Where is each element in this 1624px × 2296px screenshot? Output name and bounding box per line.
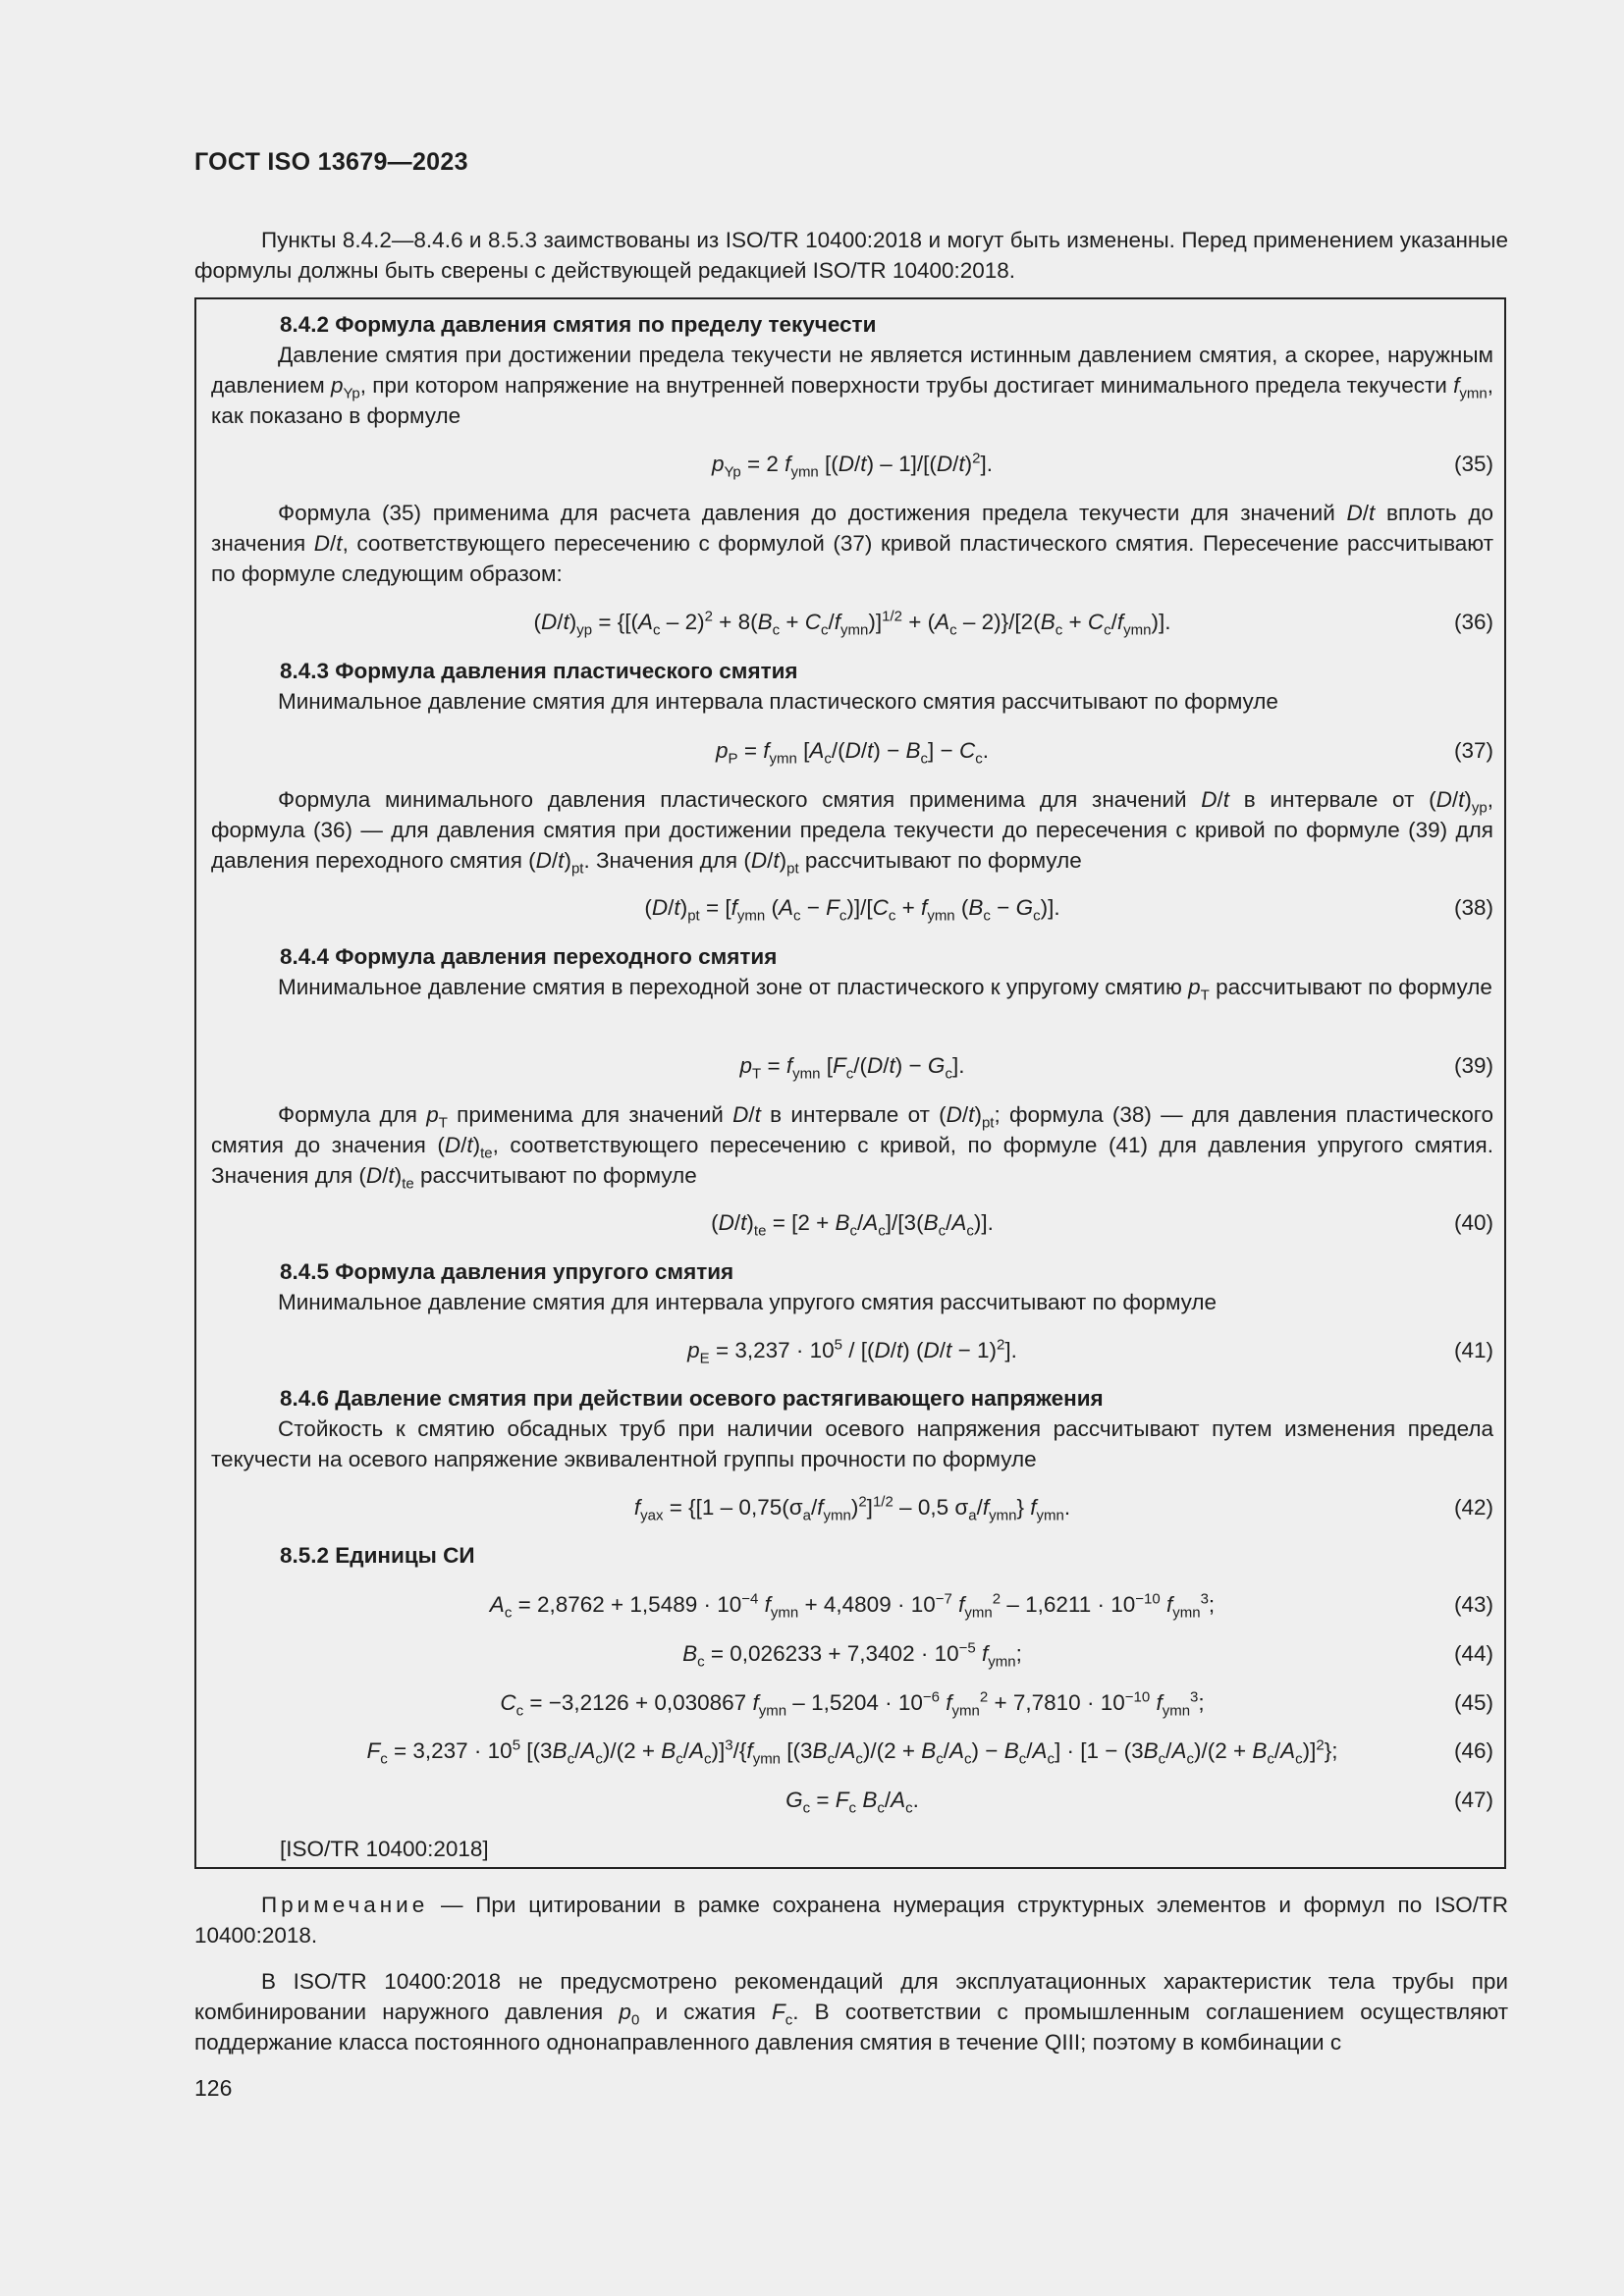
equation-47: $G_c = F_c$ $B_c/A_c$. (47): [211, 1785, 1493, 1815]
equation-number: (42): [1453, 1495, 1493, 1520]
heading-8-4-4: 8.4.4 Формула давления переходного смятия: [280, 944, 778, 969]
equation-45: $C_c = -3,2126 + 0,030867$ $f_{ymn} - 1,5204 \cdot 10^{-6}$ $f_{ymn}^2 + 7,7810 \cdot 10^{-10}$ $f_{ymn}^3$; (45): [500, 1688, 1493, 1720]
heading-8-4-6: 8.4.6 Давление смятия при действии осевого растягивающего напряжения: [280, 1386, 1104, 1411]
paragraph-8-4-5: Минимальное давление смятия для интервала упругого смятия рассчитывают по формуле: [278, 1290, 1218, 1314]
source-reference: [ISO/TR 10400:2018]: [280, 1837, 489, 1861]
equation-number: (41): [1453, 1338, 1493, 1362]
equation-number: (38): [1453, 895, 1493, 920]
paragraph-8-4-2: Давление смятия при достижении предела текучести не является истинным давлением смятия, а скорее, наружным давлением $p_{Yp}$, при котором напряжение на внутренней поверхности трубы достигает минимального предела текучести $f_{ymn}$, как показано в формуле: [211, 343, 1493, 428]
equation-number: (36): [1453, 610, 1493, 634]
equation-number: (39): [1453, 1053, 1493, 1078]
paragraph-8-4-6: Стойкость к смятию обсадных труб при наличии осевого напряжения рассчитывают путем изменения предела текучести на осевого напряжение эквивалентной группы прочности по формуле: [211, 1416, 1493, 1471]
quoted-frame: [194, 297, 1506, 1869]
equation-46: $F_c = 3,237 \cdot 10^5$ $[(3B_c/A_c)/(2 + B_c/A_c)]^3/\{f_{ymn}$ $[(3B_c/A_c)/(2 + B_c/A_c) - B_c/A_c] \cdot [1 - (3B_c/A_c)/(2 + B_c/A_c)]^2$}; (46): [366, 1736, 1493, 1768]
equation-38: $(D/t)_{pt} = [f_{ymn}$ $(A_c - F_c)]/[C_c + f_{ymn}$ $(B_c - G_c)$]. (38): [211, 892, 1493, 923]
heading-8-4-3: 8.4.3 Формула давления пластического смятия: [280, 659, 798, 683]
intro-paragraph: Пункты 8.4.2—8.4.6 и 8.5.3 заимствованы из ISO/TR 10400:2018 и могут быть изменены. Перед применением указанные формулы должны быть сверены с действующей редакцией ISO/TR 10400:2018.: [194, 228, 1508, 283]
equation-37: $p_P = f_{ymn}$ $[A_c/(D/t) - B_c] - C_c$. (37): [211, 735, 1493, 766]
paragraph-8-4-3-after: Формула минимального давления пластического смятия применима для значений D/t в интервале от $(D/t)_{yp}$, формула (36) — для давления смятия при достижении предела текучести до пересечения с кривой по формуле (39) для давления переходного смятия $(D/t)_{pt}$. Значения для $(D/t)_{pt}$ рассчитывают по формуле: [211, 787, 1493, 878]
equation-number: (44): [1453, 1641, 1493, 1666]
paragraph-8-4-2-after: Формула (35) применима для расчета давления до достижения предела текучести для значений D/t вплоть до значения D/t, соответствующего пересечению с формулой (37) кривой пластического смятия. Пересечение рассчитывают по формуле следующим образом:: [211, 501, 1493, 586]
page-number: 126: [194, 2075, 233, 2101]
heading-8-4-5: 8.4.5 Формула давления упругого смятия: [280, 1259, 734, 1284]
equation-41: $p_E = 3,237 \cdot 10^5 / [(D/t) (D/t - 1)^2]$. (41): [687, 1336, 1493, 1367]
paragraph-8-4-4: Минимальное давление смятия в переходной зоне от пластического к упругому смятию $p_T$ рассчитывают по формуле: [278, 975, 1492, 1004]
heading-8-5-2: 8.5.2 Единицы СИ: [280, 1543, 475, 1568]
standard-designation: ГОСТ ISO 13679—2023: [194, 148, 468, 176]
equation-number: (47): [1453, 1788, 1493, 1812]
equation-number: (45): [1453, 1690, 1493, 1715]
equation-44: $B_c = 0,026233 + 7,3402 \cdot 10^{-5}$ $f_{ymn}$; (44): [682, 1639, 1493, 1671]
equation-39: $p_T = f_{ymn}$ $[F_c/(D/t) - G_c]$. (39): [211, 1050, 1493, 1081]
equation-number: (43): [1453, 1592, 1493, 1617]
equation-number: (46): [1453, 1738, 1493, 1763]
note-label: Примечание: [261, 1893, 429, 1917]
note-paragraph: Примечание — При цитировании в рамке сохранена нумерация структурных элементов и формул по ISO/TR 10400:2018.: [194, 1893, 1508, 1948]
body-paragraph: В ISO/TR 10400:2018 не предусмотрено рекомендаций для эксплуатационных характеристик тела трубы при комбинировании наружного давления $p_0$ и сжатия $F_c$. В соответствии с промышленным соглашением осуществляют поддержание класса постоянного однонаправленного давления смятия в течение QIII; поэтому в комбинации с: [194, 1969, 1509, 2055]
heading-8-4-2: 8.4.2 Формула давления смятия по пределу текучести: [280, 312, 877, 337]
equation-40: $(D/t)_{te} = [2 + B_c/A_c]/[3(B_c/A_c)]$. (40): [211, 1207, 1493, 1238]
paragraph-8-4-4-after: Формула для $p_T$ применима для значений D/t в интервале от $(D/t)_{pt}$; формула (38) — для давления пластического смятия до значения $(D/t)_{te}$, соответствующего пересечению с кривой, по формуле (41) для давления упругого смятия. Значения для $(D/t)_{te}$ рассчитывают по формуле: [211, 1102, 1494, 1193]
equation-number: (40): [1453, 1210, 1493, 1235]
equation-42: $f_{yax} = \{[1 - 0,75(\sigma_a/f_{ymn})^2]^{1/2} - 0,5$ $\sigma_a/f_{ymn}$} $f_{ymn}$. (42): [633, 1493, 1493, 1524]
paragraph-8-4-3: Минимальное давление смятия для интервала пластического смятия рассчитывают по формуле: [278, 689, 1278, 714]
equation-number: (35): [1453, 452, 1493, 476]
equation-35: $p_{Yp} = 2$ $f_{ymn}$ $[(D/t) - 1]/[(D/t)^2]$. (35): [712, 450, 1493, 481]
equation-number: (37): [1453, 738, 1493, 763]
equation-36: $(D/t)_{yp} = \{[(A_c - 2)^2 + 8(B_c + C_c/f_{ymn})]^{1/2} + (A_c - 2)\}/[2(B_c + C_c/f_{ymn})]$. (36): [533, 608, 1493, 639]
equation-43: $A_c = 2,8762 + 1,5489 \cdot 10^{-4}$ $f_{ymn} + 4,4809 \cdot 10^{-7}$ $f_{ymn}^2 - 1,6211 \cdot 10^{-10}$ $f_{ymn}^3$; (43): [489, 1590, 1493, 1622]
